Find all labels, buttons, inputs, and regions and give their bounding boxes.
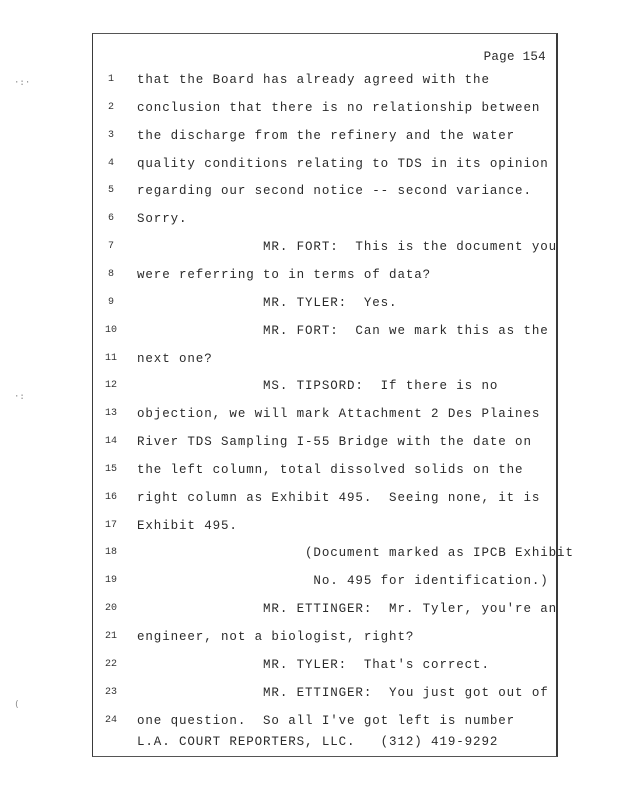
- line-text: Exhibit 495.: [137, 518, 238, 533]
- transcript-line: [93, 655, 557, 675]
- line-text: the discharge from the refinery and the water: [137, 128, 516, 143]
- transcript-line: [93, 627, 557, 647]
- transcript-line: [93, 571, 557, 591]
- line-number: 21: [104, 631, 117, 642]
- line-text: River TDS Sampling I-55 Bridge with the date on: [137, 435, 532, 450]
- line-text: that the Board has already agreed with the: [137, 73, 490, 87]
- line-text: MS. TIPSORD: If there is no: [137, 379, 499, 394]
- line-text: MR. ETTINGER: Mr. Tyler, you're an: [137, 602, 558, 617]
- transcript-line: [93, 516, 557, 536]
- line-text: MR. FORT: This is the document you: [137, 240, 558, 255]
- transcript-line: [93, 460, 557, 480]
- transcript-line: [93, 349, 557, 369]
- line-text: were referring to in terms of data?: [137, 267, 432, 282]
- line-text: No. 495 for identification.): [137, 574, 549, 589]
- transcript-line: [93, 376, 557, 396]
- line-number: 14: [104, 436, 117, 448]
- line-number: 16: [104, 491, 117, 503]
- line-text: one question. So all I've got left is number: [137, 713, 516, 728]
- transcript-line: [93, 154, 557, 174]
- transcript-line: [93, 293, 557, 313]
- line-text: the left column, total dissolved solids on the: [137, 462, 524, 477]
- line-number: 20: [104, 603, 117, 615]
- transcript-line: [93, 70, 557, 90]
- scan-artifact: ·:·: [14, 78, 31, 88]
- transcript-line: [93, 237, 557, 257]
- transcript-line: [93, 404, 557, 424]
- line-number: 6: [107, 213, 114, 225]
- transcript-line: [93, 711, 557, 731]
- line-number: 7: [107, 241, 114, 253]
- transcript-line: [93, 432, 557, 452]
- transcript-page: [92, 33, 574, 757]
- line-number: 22: [104, 658, 117, 670]
- transcript-line: [93, 543, 574, 563]
- line-number: 18: [104, 547, 117, 559]
- line-number: 15: [104, 463, 117, 475]
- line-text: MR. TYLER: That's correct.: [137, 657, 490, 672]
- line-number: 4: [107, 157, 114, 169]
- line-text: engineer, not a biologist, right?: [137, 630, 415, 644]
- line-text: MR. ETTINGER: You just got out of: [137, 685, 549, 700]
- scan-artifact: ·:: [14, 392, 25, 402]
- line-number: 10: [104, 324, 117, 336]
- line-number: 24: [104, 714, 117, 726]
- line-text: MR. FORT: Can we mark this as the: [137, 323, 549, 338]
- line-number: 3: [107, 129, 114, 141]
- transcript-line: [93, 488, 557, 508]
- line-number: 17: [104, 519, 117, 531]
- line-number: 8: [107, 268, 114, 280]
- line-text: right column as Exhibit 495. Seeing none, it is: [137, 490, 541, 505]
- line-number: 13: [104, 408, 117, 420]
- line-number: 9: [107, 296, 114, 308]
- transcript-line: [93, 98, 557, 118]
- transcript-line: [93, 599, 557, 619]
- transcript-line: [93, 683, 557, 703]
- transcript-line: [93, 181, 557, 201]
- line-text: next one?: [137, 351, 213, 366]
- line-number: 11: [104, 352, 117, 364]
- transcript-line: [93, 265, 557, 285]
- line-text: MR. TYLER: Yes.: [137, 295, 398, 310]
- line-number: 2: [107, 101, 114, 113]
- line-number: 1: [107, 74, 114, 85]
- line-text: quality conditions relating to TDS in its opinion: [137, 156, 549, 171]
- line-number: 19: [104, 575, 117, 587]
- line-number: 12: [104, 380, 117, 392]
- court-reporter-footer: L.A. COURT REPORTERS, LLC. (312) 419-9292: [137, 735, 499, 749]
- transcript-line: [93, 126, 557, 146]
- line-number: 23: [104, 686, 117, 698]
- line-number: 5: [107, 185, 114, 197]
- transcript-line: [93, 321, 557, 341]
- line-text: (Document marked as IPCB Exhibit: [137, 546, 574, 561]
- transcript-line: [93, 209, 557, 229]
- page-number: Page 154: [483, 50, 546, 64]
- scan-artifact: (: [14, 700, 20, 710]
- line-text: Sorry.: [137, 212, 188, 227]
- line-text: regarding our second notice -- second variance.: [137, 184, 532, 199]
- line-text: conclusion that there is no relationship between: [137, 100, 541, 115]
- line-text: objection, we will mark Attachment 2 Des Plaines: [137, 407, 541, 422]
